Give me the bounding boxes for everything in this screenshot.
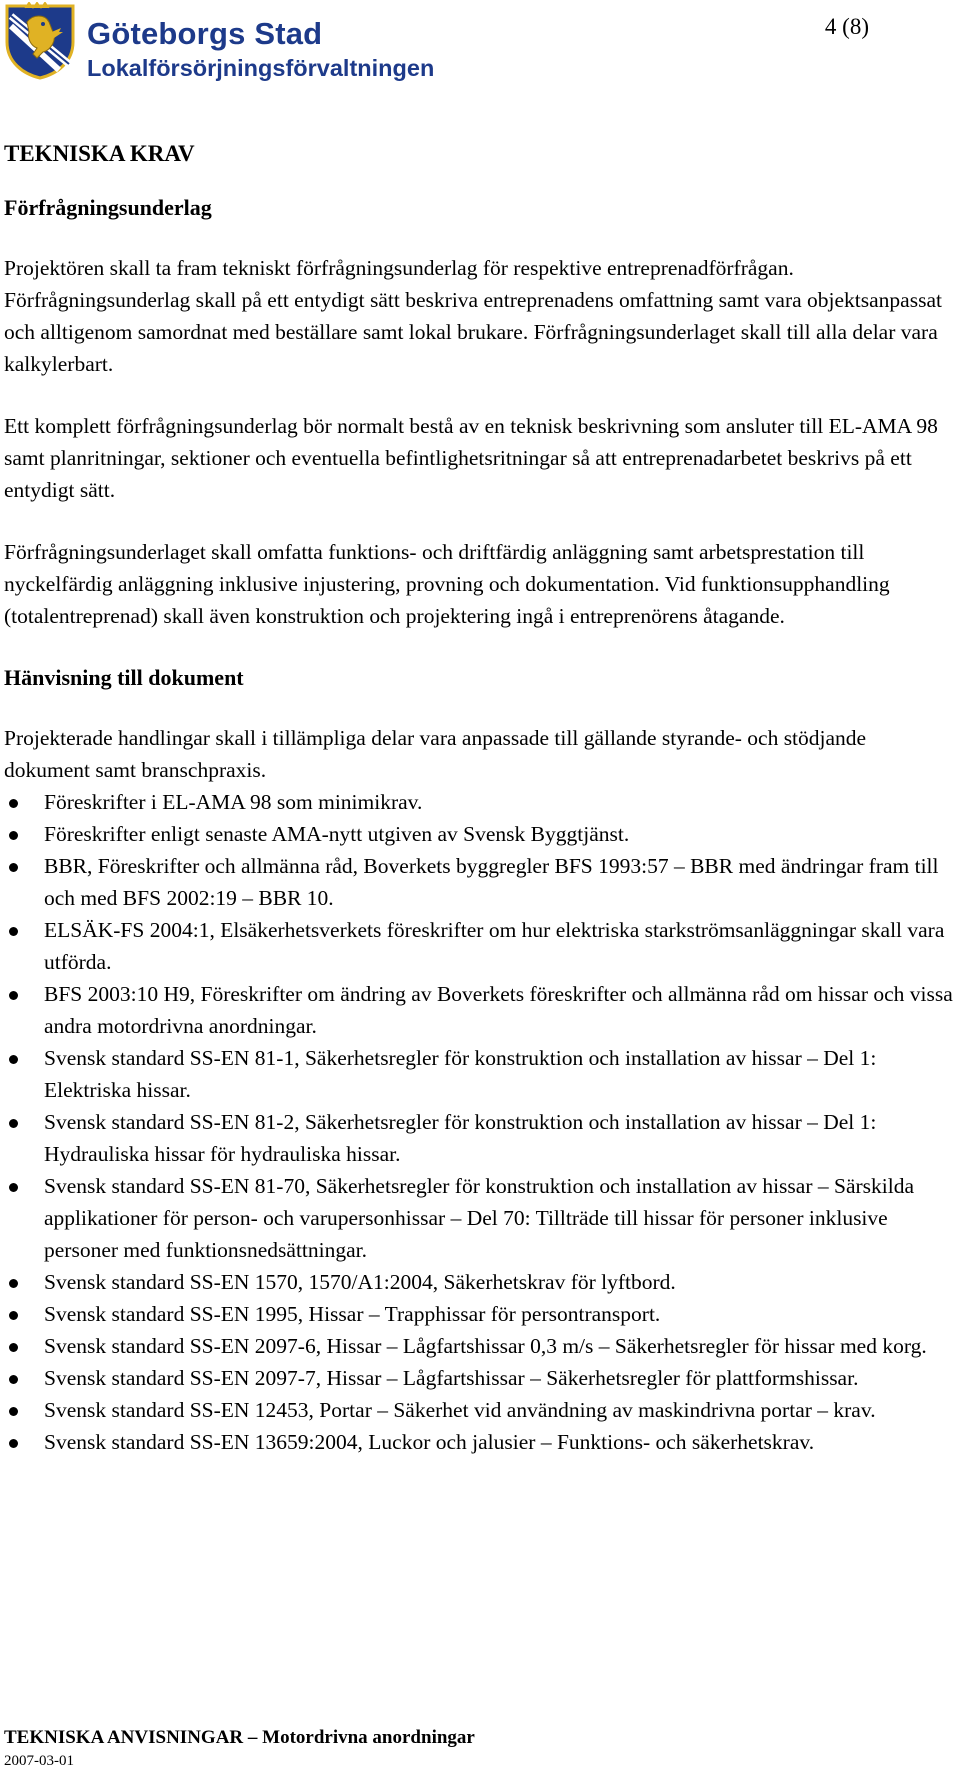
reference-list (4, 786, 954, 1458)
list-item (4, 1266, 954, 1298)
list-item-text: Svensk standard SS-EN 81-1, Säkerhetsregler för konstruktion och installation av hissar – Del 1: Elektriska hissar. (44, 1046, 877, 1102)
document-body (4, 138, 954, 1458)
list-item-text: Föreskrifter i EL-AMA 98 som minimikrav. (44, 790, 423, 814)
subsection-title-hanvisning: Hänvisning till dokument (4, 665, 244, 690)
section-title: TEKNISKA KRAV (4, 141, 195, 166)
paragraph-4: Projekterade handlingar skall i tillämpliga delar vara anpassade till gällande styrande- och stödjande dokument samt branschpraxis. (4, 726, 867, 782)
page-number: 4 (8) (824, 14, 869, 39)
footer-date: 2007-03-01 (4, 1753, 74, 1769)
list-item-text: Föreskrifter enligt senaste AMA-nytt utgiven av Svensk Byggtjänst. (44, 822, 630, 846)
list-item (4, 914, 954, 978)
bullet-icon (9, 863, 18, 872)
list-item-text: Svensk standard SS-EN 81-70, Säkerhetsregler för konstruktion och installation av hissar – Särskilda applikationer för person- och varupersonhissar – Del 70: Tillträde till hissar för personer inklusive personer med funktionsnedsättningar. (44, 1174, 915, 1262)
list-item (4, 1394, 954, 1426)
bullet-icon (9, 991, 18, 1000)
bullet-icon (9, 1055, 18, 1064)
paragraph-2: Ett komplett förfrågningsunderlag bör normalt bestå av en teknisk beskrivning som ansluter till EL-AMA 98 samt planritningar, sektioner och eventuella befintlighetsritningar så att entreprenadarbetet beskrivs på ett entydigt sätt. (4, 414, 938, 502)
list-item (4, 978, 954, 1042)
bullet-icon (9, 1375, 18, 1384)
bullet-icon (9, 1343, 18, 1352)
list-item-text: ELSÄK-FS 2004:1, Elsäkerhetsverkets föreskrifter om hur elektriska starkströmsanläggningar skall vara utförda. (44, 918, 945, 974)
bullet-icon (9, 1439, 18, 1448)
bullet-icon (9, 927, 18, 936)
list-item-text: Svensk standard SS-EN 1995, Hissar – Trapphissar för persontransport. (44, 1302, 661, 1326)
list-item-text: BFS 2003:10 H9, Föreskrifter om ändring av Boverkets föreskrifter och allmänna råd om hissar och vissa andra motordrivna anordningar. (44, 982, 953, 1038)
list-item (4, 1106, 954, 1170)
bullet-icon (9, 1279, 18, 1288)
list-item (4, 1426, 954, 1458)
list-item-text: Svensk standard SS-EN 2097-6, Hissar – Lågfartshissar 0,3 m/s – Säkerhetsregler för hissar med korg. (44, 1334, 927, 1358)
org-unit: Lokalförsörjningsförvaltningen (87, 55, 435, 81)
list-item-text: Svensk standard SS-EN 12453, Portar – Säkerhet vid användning av maskindrivna portar – krav. (44, 1398, 876, 1422)
list-item (4, 1362, 954, 1394)
page-footer (4, 1726, 954, 1772)
bullet-icon (9, 1119, 18, 1128)
list-item (4, 1042, 954, 1106)
list-item (4, 1298, 954, 1330)
list-item (4, 1170, 954, 1266)
bullet-icon (9, 831, 18, 840)
list-item (4, 818, 954, 850)
city-crest-icon (3, 2, 77, 80)
list-item-text: Svensk standard SS-EN 13659:2004, Luckor och jalusier – Funktions- och säkerhetskrav. (44, 1430, 815, 1454)
paragraph-1: Projektören skall ta fram tekniskt förfrågningsunderlag för respektive entreprenadförfrågan. Förfrågningsunderlag skall på ett entydigt sätt beskriva entreprenadens omfattning samt vara objektsanpassat och alltigenom samordnat med beställare samt lokal brukare. Förfrågningsunderlaget skall till alla delar vara kalkylerbart. (4, 256, 942, 376)
subsection-title-forfragningsunderlag: Förfrågningsunderlag (4, 195, 212, 220)
paragraph-3: Förfrågningsunderlaget skall omfatta funktions- och driftfärdig anläggning samt arbetsprestation till nyckelfärdig anläggning inklusive injustering, provning och dokumentation. Vid funktionsupphandling (totalentreprenad) skall även konstruktion och projektering ingå i entreprenörens åtagande. (4, 540, 890, 628)
list-item-text: Svensk standard SS-EN 1570, 1570/A1:2004, Säkerhetskrav för lyftbord. (44, 1270, 676, 1294)
page-header (0, 0, 960, 90)
list-item-text: Svensk standard SS-EN 81-2, Säkerhetsregler för konstruktion och installation av hissar – Del 1: Hydrauliska hissar för hydrauliska hissar. (44, 1110, 877, 1166)
list-item-text: Svensk standard SS-EN 2097-7, Hissar – Lågfartshissar – Säkerhetsregler för plattformshissar. (44, 1366, 859, 1390)
footer-title: TEKNISKA ANVISNINGAR – Motordrivna anordningar (4, 1727, 475, 1748)
bullet-icon (9, 1183, 18, 1192)
list-item (4, 786, 954, 818)
bullet-icon (9, 799, 18, 808)
list-item-text: BBR, Föreskrifter och allmänna råd, Boverkets byggregler BFS 1993:57 – BBR med ändringar fram till och med BFS 2002:19 – BBR 10. (44, 854, 939, 910)
bullet-icon (9, 1407, 18, 1416)
org-name: Göteborgs Stad (87, 16, 323, 51)
list-item (4, 1330, 954, 1362)
list-item (4, 850, 954, 914)
bullet-icon (9, 1311, 18, 1320)
